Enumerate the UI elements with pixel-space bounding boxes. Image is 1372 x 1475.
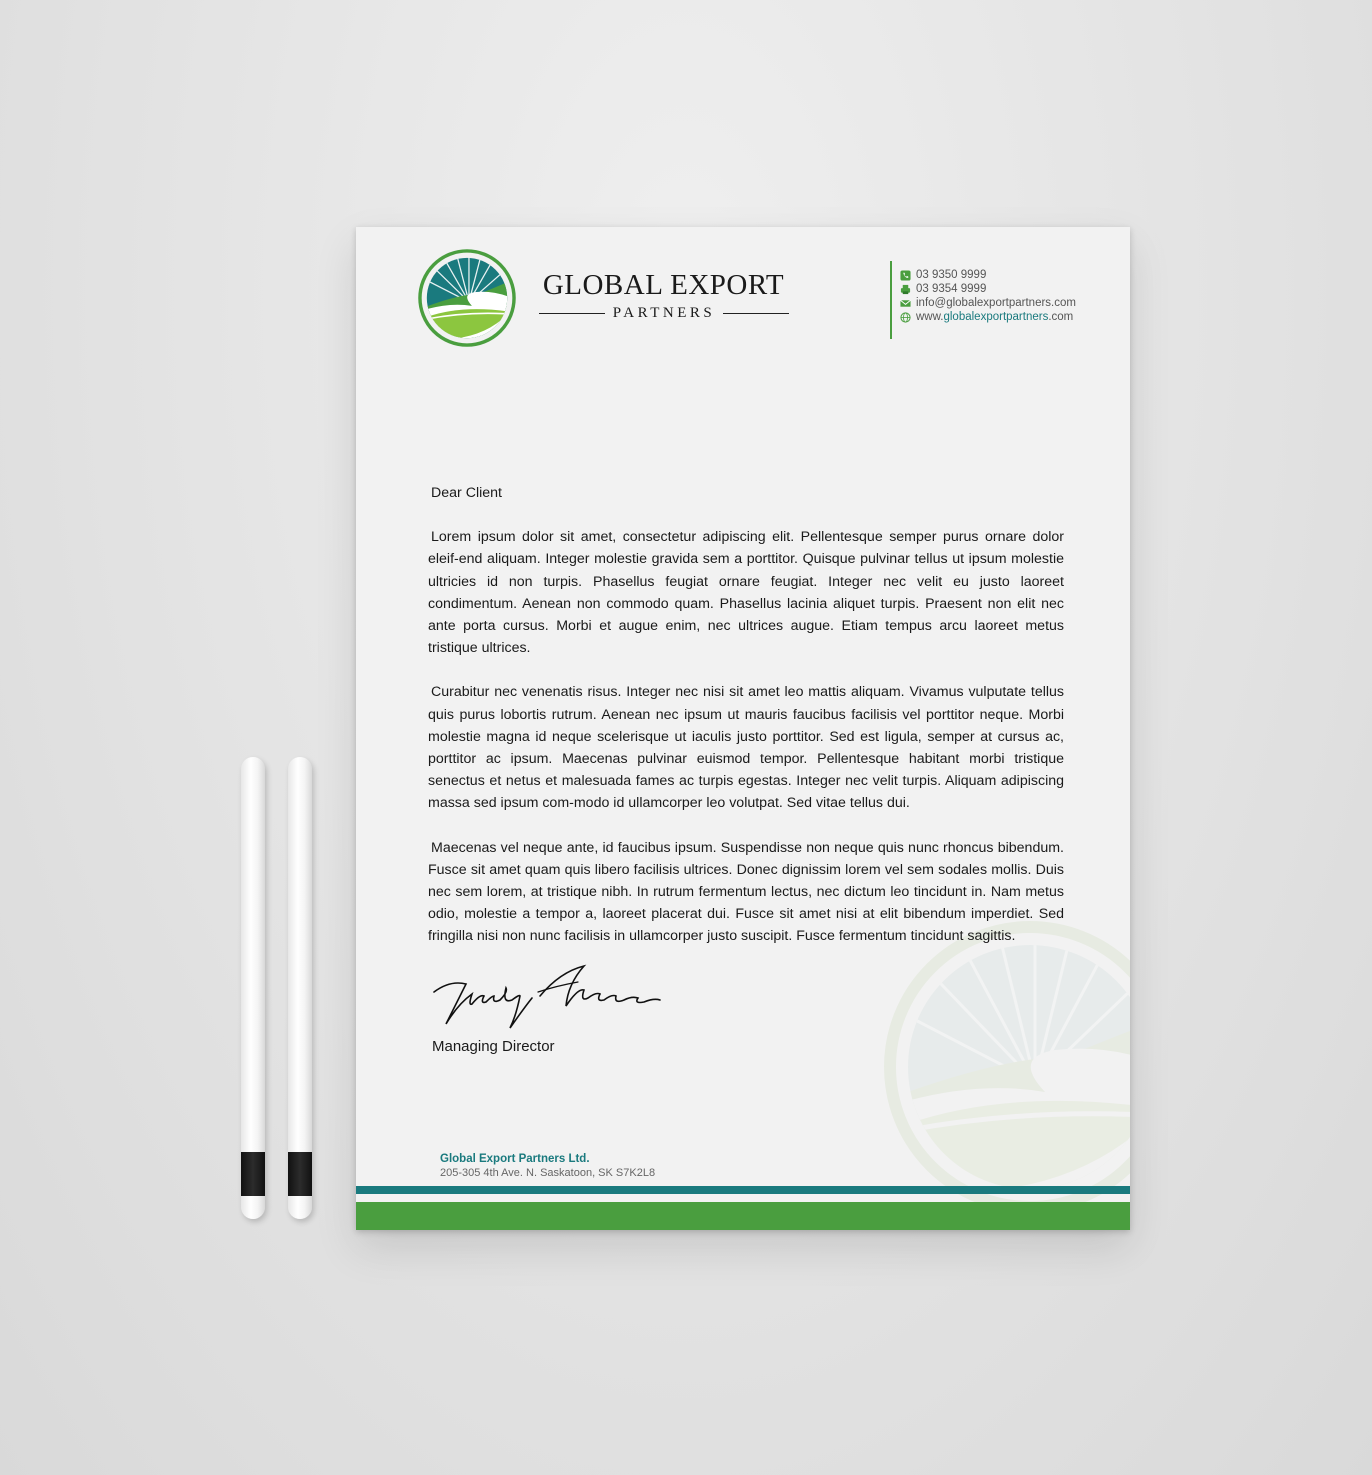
letter-paragraph: Maecenas vel neque ante, id faucibus ipsum. Suspendisse non neque quis nunc rhoncus bibendum. Fusce sit amet quam quis libero facilisis ultrices. Donec dignissim lorem vel sem sodales mollis. Duis nec sem lorem, at tristique nibh. In rutrum fermentum lectus, nec dictum leo tincidunt in. Nam metus odio, molestie a tempor a, laoreet placerat dui. Fusce sit amet nisi at elit bibendum imperdiet. Sed fringilla nisi non nunc facilisis in ullamcorper justo suscipit. Fusce fermentum tincidunt sagittis. [428, 839, 1064, 945]
website-link[interactable] [916, 310, 1073, 324]
phone-number[interactable]: 03 9350 9999 [916, 269, 987, 281]
contact-fax [900, 282, 1076, 296]
letterhead-sheet [356, 227, 1130, 1230]
pen-band [241, 1152, 265, 1196]
website-suffix: .com [1048, 311, 1074, 323]
brand-rule-left [539, 313, 605, 315]
contact-email [900, 296, 1076, 310]
fax-icon [900, 284, 911, 295]
email-icon [900, 298, 911, 309]
email-address[interactable]: info@globalexportpartners.com [916, 297, 1076, 309]
contact-phone [900, 268, 1076, 282]
letter-paragraph: Lorem ipsum dolor sit amet, consectetur adipiscing elit. Pellentesque semper purus ornare dolor eleif-end aliquam. Integer molestie gravida sem a porttitor. Quisque pulvinar tellus ut ipsum molestie ultricies id non turpis. Phasellus feugiat ornare feugiat. Integer nec velit eu justo laoreet condimentum. Aenean non commodo quam. Phasellus lacinia aliquet turpis. Praesent non elit nec ante porta cursus. Morbi et augue enim, nec ultrices augue. Etiam tempus arcu laoreet metus tristique ultrices. [428, 529, 1064, 657]
brand-name: GLOBAL EXPORT [542, 269, 785, 301]
website-domain: globalexportpartners [943, 311, 1049, 323]
footer-address: 205-305 4th Ave. N. Saskatoon, SK S7K2L8 [440, 1167, 656, 1179]
pen-band [288, 1152, 312, 1196]
globe-icon [900, 312, 911, 323]
contact-block [900, 268, 1076, 324]
brand-subtitle [539, 305, 789, 322]
letter-paragraph: Curabitur nec venenatis risus. Integer nec nisi sit amet leo mattis aliquam. Vivamus vulputate tellus quis purus lobortis rutrum. Aenean nec ipsum ut mauris faucibus facilisis vel porttitor neque. Morbi molestie magna id neque scelerisque ut iaculis justo porttitor. Sed est ligula, semper at cursus ac, porttitor ac ipsum. Maecenas pulvinar euismod tempor. Pellentesque habitant morbi tristique senectus et netus et malesuada fames ac turpis egestas. Integer nec velit turpis. Aliquam adipiscing massa sed ipsum com-modo id ullamcorper leo volutpat. Sed vitae tellus dui. [428, 684, 1064, 812]
phone-icon [900, 270, 911, 281]
signatory-title: Managing Director [432, 1038, 555, 1055]
brand-rule-right [723, 313, 789, 315]
letter-body [428, 482, 1064, 970]
contact-website [900, 310, 1076, 324]
contact-divider [890, 261, 892, 339]
pen-left [241, 757, 265, 1219]
handwritten-signature [428, 960, 668, 1034]
footer-band-teal [356, 1186, 1130, 1194]
brand-subtitle-text: PARTNERS [612, 305, 716, 321]
letter-greeting: Dear Client [431, 485, 502, 501]
footer-company-name: Global Export Partners Ltd. [440, 1153, 590, 1165]
website-prefix: www. [916, 311, 944, 323]
footer-band-green [356, 1202, 1130, 1230]
brand-logo-icon [418, 249, 516, 347]
pen-right [288, 757, 312, 1219]
fax-number: 03 9354 9999 [916, 283, 987, 295]
